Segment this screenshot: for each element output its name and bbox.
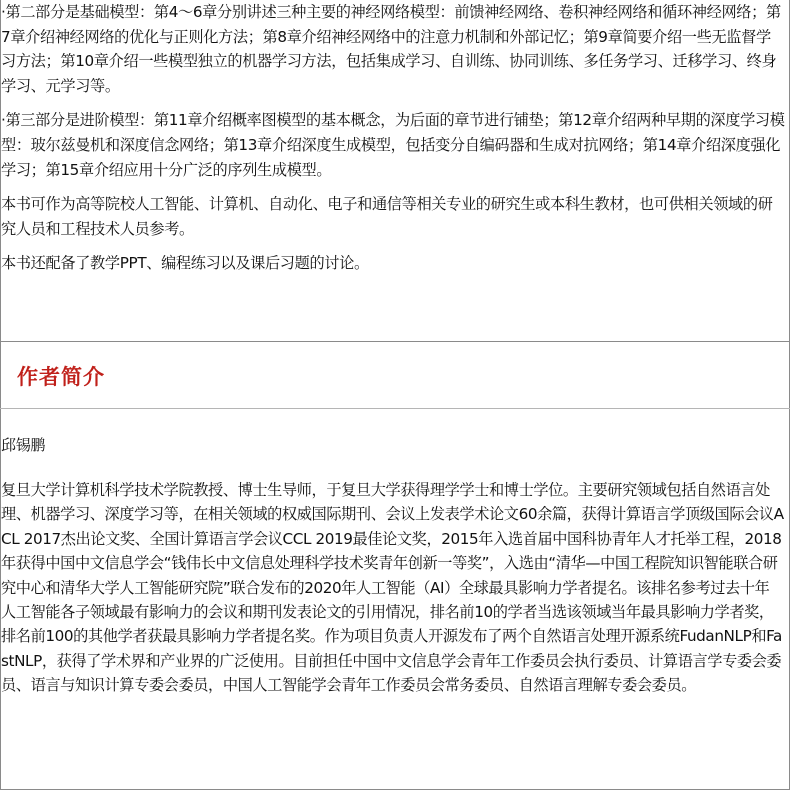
author-name: 邱锡鹏 xyxy=(1,436,46,454)
description-paragraph-audience: 本书可作为高等院校人工智能、计算机、自动化、电子和通信等相关专业的研究生或本科生教材，也可供相关领域的研究人员和工程技术人员参考。 xyxy=(1,195,773,238)
section-divider xyxy=(0,341,790,342)
description-paragraph-part3: ·第三部分是进阶模型：第11章介绍概率图模型的基本概念，为后面的章节进行铺垫；第12章介绍两种早期的深度学习模型：玻尔兹曼机和深度信念网络；第13章介绍深度生成模型，包括变分自编码器和生成对抗网络；第14章介绍深度强化学习；第15章介绍应用十分广泛的序列生成模型。 xyxy=(1,111,785,179)
author-section-title: 作者简介 xyxy=(17,365,105,389)
description-paragraph-resources: 本书还配备了教学PPT、编程练习以及课后习题的讨论。 xyxy=(1,254,369,273)
title-divider xyxy=(0,408,790,409)
description-paragraph-part2: ·第二部分是基础模型：第4～6章分别讲述三种主要的神经网络模型：前馈神经网络、卷积神经网络和循环神经网络；第7章介绍神经网络的优化与正则化方法；第8章介绍神经网络中的注意力机制和外部记忆；第9章简要介绍一些无监督学习方法；第10章介绍一些模型独立的机器学习方法，包括集成学习、自训练、协同训练、多任务学习、迁移学习、终身学习、元学习等。 xyxy=(1,3,781,95)
author-bio: 复旦大学计算机科学技术学院教授、博士生导师，于复旦大学获得理学学士和博士学位。主要研究领域包括自然语言处理、机器学习、深度学习等，在相关领域的权威国际期刊、会议上发表学术论文60余篇，获得计算语言学顶级国际会议ACL 2017杰出论文奖、全国计算语言学会议CCL 2019最佳论文奖，2015年入选首届中国科协青年人才托举工程，2018年获得中国中文信息学会“钱伟长中文信息处理科学技术奖青年创新一等奖”，入选由“清华—中国工程院知识智能联合研究中心和清华大学人工智能研究院”联合发布的2020年人工智能（AI）全球最具影响力学者提名。该排名参考过去十年人工智能各子领域最有影响力的会议和期刊发表论文的引用情况，排名前10的学者当选该领域当年最具影响力学者奖，排名前100的其他学者获最具影响力学者提名奖。作为项目负责人开源发布了两个自然语言处理开源系统FudanNLP和FastNLP，获得了学术界和产业界的广泛使用。目前担任中国中文信息学会青年工作委员会执行委员、计算语言学专委会委员、语言与知识计算专委会委员，中国人工智能学会青年工作委员会常务委员、自然语言理解专委会委员。 xyxy=(1,481,784,695)
book-description xyxy=(1,0,785,286)
